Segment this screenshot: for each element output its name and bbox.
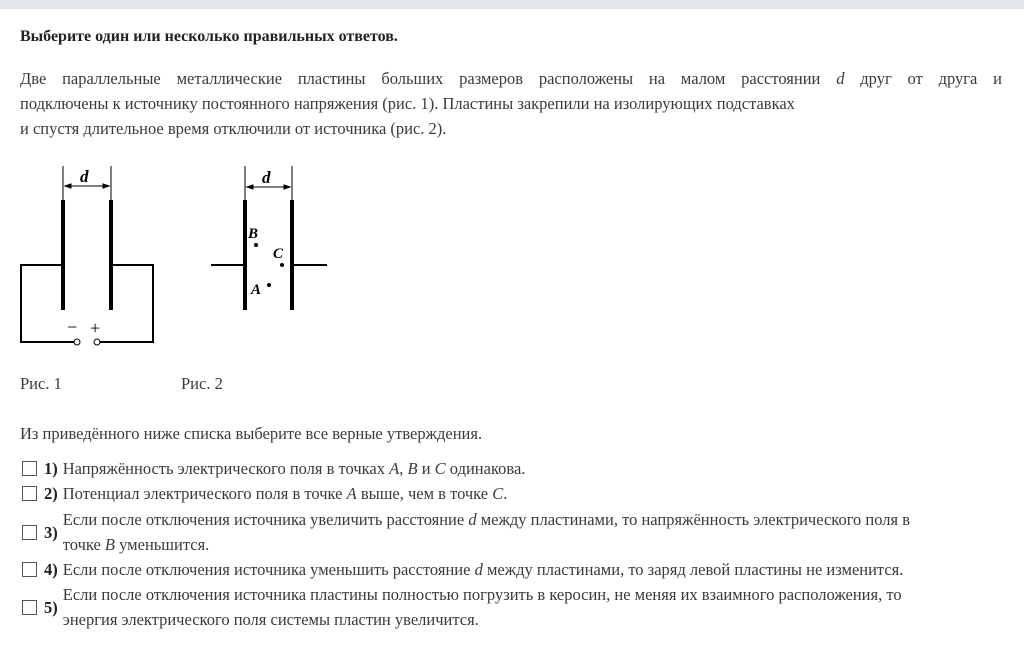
option-5-number: 5) (44, 597, 58, 617)
problem-line-1: Две параллельные металлические пластины больших размеров расположены на малом расстоянии d друг от друга и (20, 69, 1003, 88)
fig1-d-label: d (80, 167, 89, 186)
figure-2 (211, 166, 327, 310)
option-4-checkbox[interactable] (22, 562, 37, 577)
point-b (254, 243, 258, 247)
option-3-number: 3) (44, 522, 58, 542)
fig1-plus-label: + (90, 318, 101, 338)
option-1-text: Напряжённость электрического поля в точках A, B и C одинакова. (62, 459, 526, 478)
option-2[interactable] (22, 481, 507, 506)
point-a (267, 283, 271, 287)
fig2-arrowhead-left (247, 185, 253, 189)
fig1-terminal-plus (94, 339, 100, 345)
option-1-number: 1) (44, 459, 58, 478)
fig2-d-label: d (262, 168, 271, 187)
question-text: Из приведённого ниже списка выберите все верные утверждения. (20, 424, 483, 443)
fig1-minus-label: − (67, 317, 78, 337)
option-5-checkbox[interactable] (22, 600, 37, 615)
figure-1 (21, 166, 153, 345)
label-b: B (248, 226, 259, 242)
fig1-arrowhead-left (65, 184, 71, 188)
label-a: A (251, 282, 262, 298)
fig1-terminal-minus (74, 339, 80, 345)
fig2-caption: Рис. 2 (181, 374, 223, 393)
option-3[interactable] (22, 507, 999, 557)
problem-text (20, 66, 1002, 141)
top-bar (0, 0, 1024, 9)
option-2-checkbox[interactable] (22, 486, 37, 501)
option-4-text: Если после отключения источника уменьшить расстояние d между пластинами, то заряд левой пластины не изменится. (62, 560, 904, 579)
option-2-text: Потенциал электрического поля в точке A выше, чем в точке C. (62, 484, 508, 503)
problem-line-2: подключены к источнику постоянного напряжения (рис. 1). Пластины закрепили на изолирующих подставках (20, 94, 795, 113)
option-5[interactable] (22, 582, 999, 632)
point-c (280, 263, 284, 267)
fig1-wire-right (100, 265, 153, 342)
option-4[interactable] (22, 557, 903, 582)
instruction-heading: Выберите один или несколько правильных ответов. (20, 28, 398, 45)
option-1-checkbox[interactable] (22, 461, 37, 476)
fig1-arrowhead-right (103, 184, 109, 188)
problem-line-3: и спустя длительное время отключили от источника (рис. 2). (20, 119, 447, 138)
label-c: C (273, 246, 284, 262)
var-d: d (836, 69, 845, 88)
fig2-arrowhead-right (284, 185, 290, 189)
fig1-caption: Рис. 1 (20, 374, 62, 393)
option-3-text: Если после отключения источника увеличить расстояние d между пластинами, то напряжённость электрического поля в точке B уменьшится. (62, 510, 911, 554)
option-1[interactable] (22, 456, 525, 481)
option-4-number: 4) (44, 560, 58, 579)
option-2-number: 2) (44, 484, 58, 503)
option-3-checkbox[interactable] (22, 525, 37, 540)
figures (0, 150, 340, 360)
option-5-text: Если после отключения источника пластины полностью погрузить в керосин, не меняя их взаимного расположения, то энергия электрического поля системы пластин увеличится. (62, 585, 902, 629)
